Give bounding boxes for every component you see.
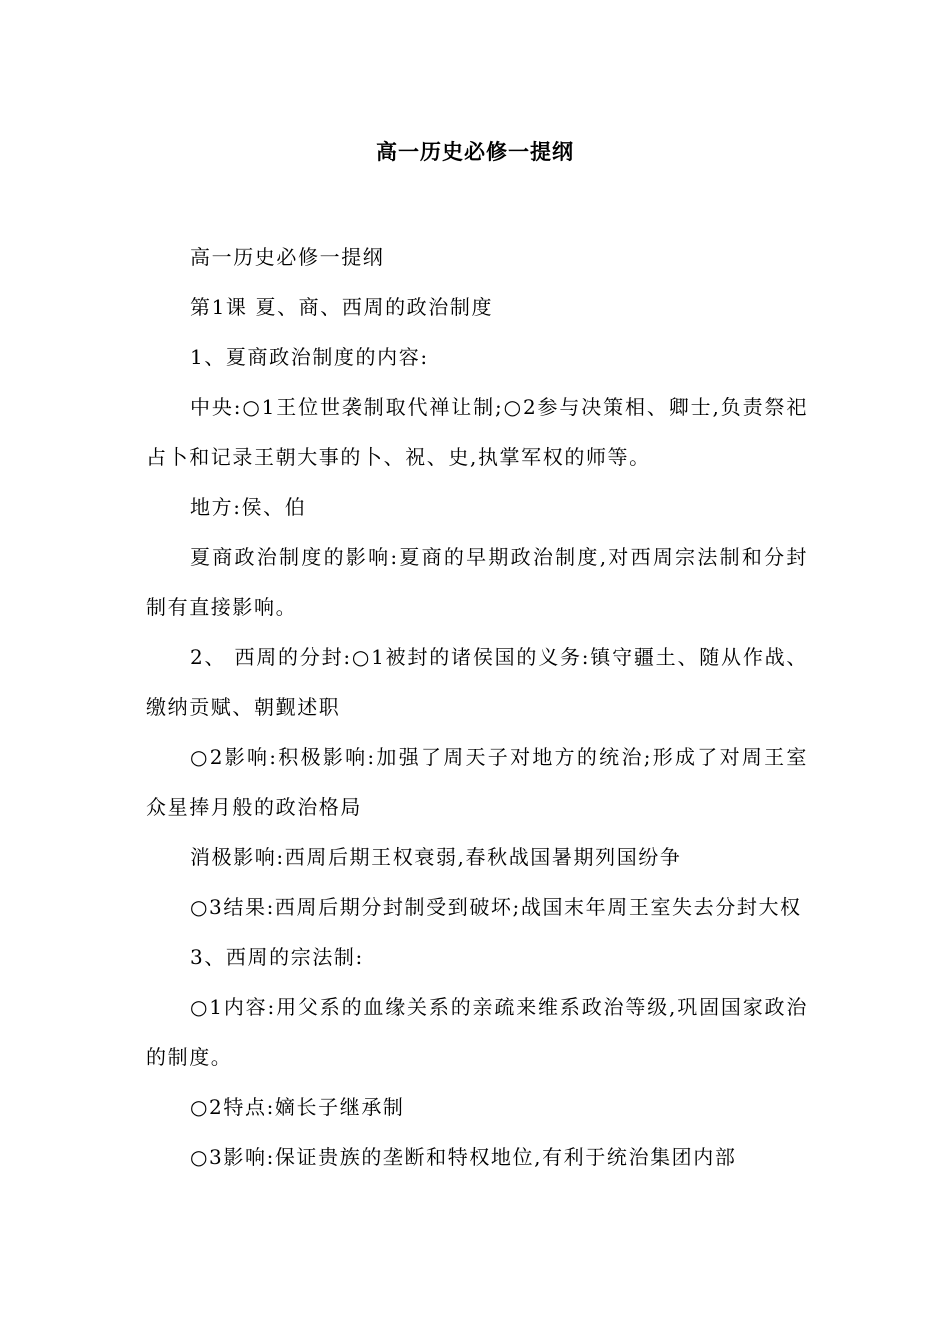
paragraph-result: ○3结果:西周后期分封制受到破坏;战国末年周王室失去分封大权 xyxy=(190,895,802,919)
document-title: 高一历史必修一提纲 xyxy=(376,140,574,164)
paragraph-content: ○1内容:用父系的血缘关系的亲疏来维系政治等级,巩固国家政治的制度。 xyxy=(146,995,808,1069)
document-body xyxy=(146,232,808,1182)
paragraph-central: 中央:○1王位世袭制取代禅让制;○2参与决策相、卿士,负责祭祀占卜和记录王朝大事的卜、祝、史,执掌军权的师等。 xyxy=(146,395,808,469)
paragraph-section-1: 1、夏商政治制度的内容: xyxy=(190,345,429,369)
paragraph-local: 地方:侯、伯 xyxy=(190,495,307,519)
paragraph-feature: ○2特点:嫡长子继承制 xyxy=(190,1095,405,1119)
paragraph-heading: 高一历史必修一提纲 xyxy=(190,245,385,269)
paragraph-lesson-title: 第1课 夏、商、西周的政治制度 xyxy=(190,295,494,319)
paragraph-positive-influence: ○2影响:积极影响:加强了周天子对地方的统治;形成了对周王室众星捧月般的政治格局 xyxy=(146,745,808,819)
paragraph-section-3: 3、西周的宗法制: xyxy=(190,945,364,969)
paragraph-negative-influence: 消极影响:西周后期王权衰弱,春秋战国暑期列国纷争 xyxy=(190,845,682,869)
paragraph-impact: ○3影响:保证贵族的垄断和特权地位,有利于统治集团内部 xyxy=(190,1145,737,1169)
paragraph-influence: 夏商政治制度的影响:夏商的早期政治制度,对西周宗法制和分封制有直接影响。 xyxy=(146,545,808,619)
paragraph-section-2: 2、 西周的分封:○1被封的诸侯国的义务:镇守疆土、随从作战、缴纳贡赋、朝觐述职 xyxy=(146,645,808,719)
